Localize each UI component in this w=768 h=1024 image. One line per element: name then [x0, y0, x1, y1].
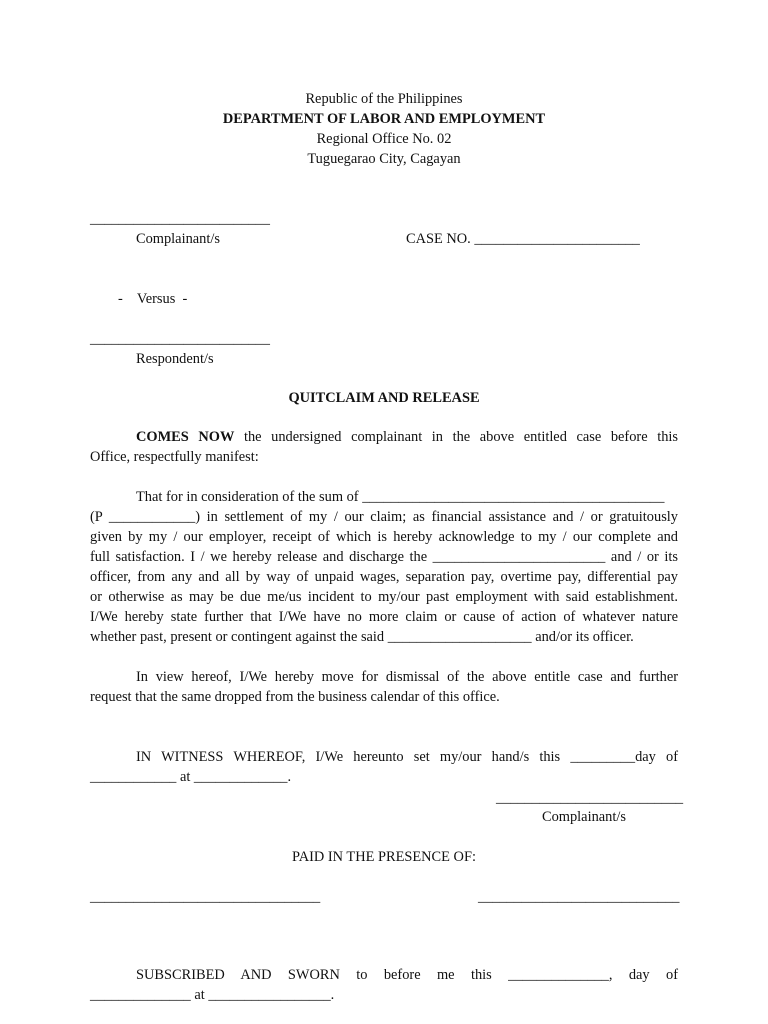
- intro-line2: Office, respectfully manifest:: [90, 449, 259, 465]
- dismissal-line: In view hereof, I/We hereby move for dismissal of the above entitle case and further: [136, 669, 678, 685]
- dismissal-paragraph: [90, 667, 678, 707]
- witness-signature-blank-left: ________________________________: [90, 889, 321, 905]
- consideration-line: given by my / our employer, receipt of which is hereby acknowledge to my / our complete and: [90, 529, 678, 545]
- consideration-line: (P ____________) in settlement of my / our claim; as financial assistance and / or gratuitously: [90, 509, 678, 525]
- header-republic: Republic of the Philippines: [305, 91, 463, 107]
- subscribed-line1: SUBSCRIBED AND SWORN to before me this ______________, day of: [136, 967, 678, 983]
- consideration-line: or otherwise as may be due me/us incident to my/our past employment with said establishment.: [90, 589, 678, 605]
- subscribed-line2: ______________ at _________________.: [90, 987, 335, 1003]
- header-regional-office: Regional Office No. 02: [316, 131, 452, 147]
- paid-presence-label: PAID IN THE PRESENCE OF:: [292, 849, 476, 865]
- consideration-paragraph: [90, 487, 678, 647]
- subscribed-paragraph: [90, 965, 678, 1005]
- respondent-name-blank: _________________________: [90, 331, 270, 347]
- complainant-signature-blank: __________________________: [496, 790, 684, 806]
- consideration-line: officer, from any and all by way of unpaid wages, separation pay, overtime pay, differential pay: [90, 569, 678, 585]
- witness-signature-blank-right: ____________________________: [478, 889, 680, 905]
- intro-lead: COMES NOW: [136, 429, 235, 445]
- intro-paragraph: [90, 427, 678, 467]
- consideration-line: That for in consideration of the sum of __________________________________________: [136, 489, 665, 505]
- complainant-name-blank: _________________________: [90, 211, 270, 227]
- complainant-label: Complainant/s: [136, 231, 220, 247]
- versus-label: - Versus -: [118, 291, 188, 307]
- complainant-signature-label: Complainant/s: [542, 809, 626, 825]
- witness-paragraph: [90, 747, 678, 787]
- intro-line1: the undersigned complainant in the above entitled case before this: [234, 429, 678, 445]
- consideration-line: whether past, present or contingent against the said ____________________ and/or its officer.: [90, 629, 634, 645]
- header-department: DEPARTMENT OF LABOR AND EMPLOYMENT: [222, 111, 546, 127]
- header-city: Tuguegarao City, Cagayan: [307, 151, 461, 167]
- document-title: QUITCLAIM AND RELEASE: [288, 390, 480, 406]
- dismissal-line: request that the same dropped from the business calendar of this office.: [90, 689, 500, 705]
- consideration-line: I/We hereby state further that I/We have no more claim or cause of action of whatever nature: [90, 609, 678, 625]
- witness-line2: ____________ at _____________.: [90, 769, 292, 785]
- respondent-label: Respondent/s: [136, 351, 214, 367]
- consideration-line: full satisfaction. I / we hereby release and discharge the ________________________ and / or its: [90, 549, 678, 565]
- case-number: CASE NO. _______________________: [406, 231, 640, 247]
- witness-line1: IN WITNESS WHEREOF, I/We hereunto set my/our hand/s this _________day of: [136, 749, 678, 765]
